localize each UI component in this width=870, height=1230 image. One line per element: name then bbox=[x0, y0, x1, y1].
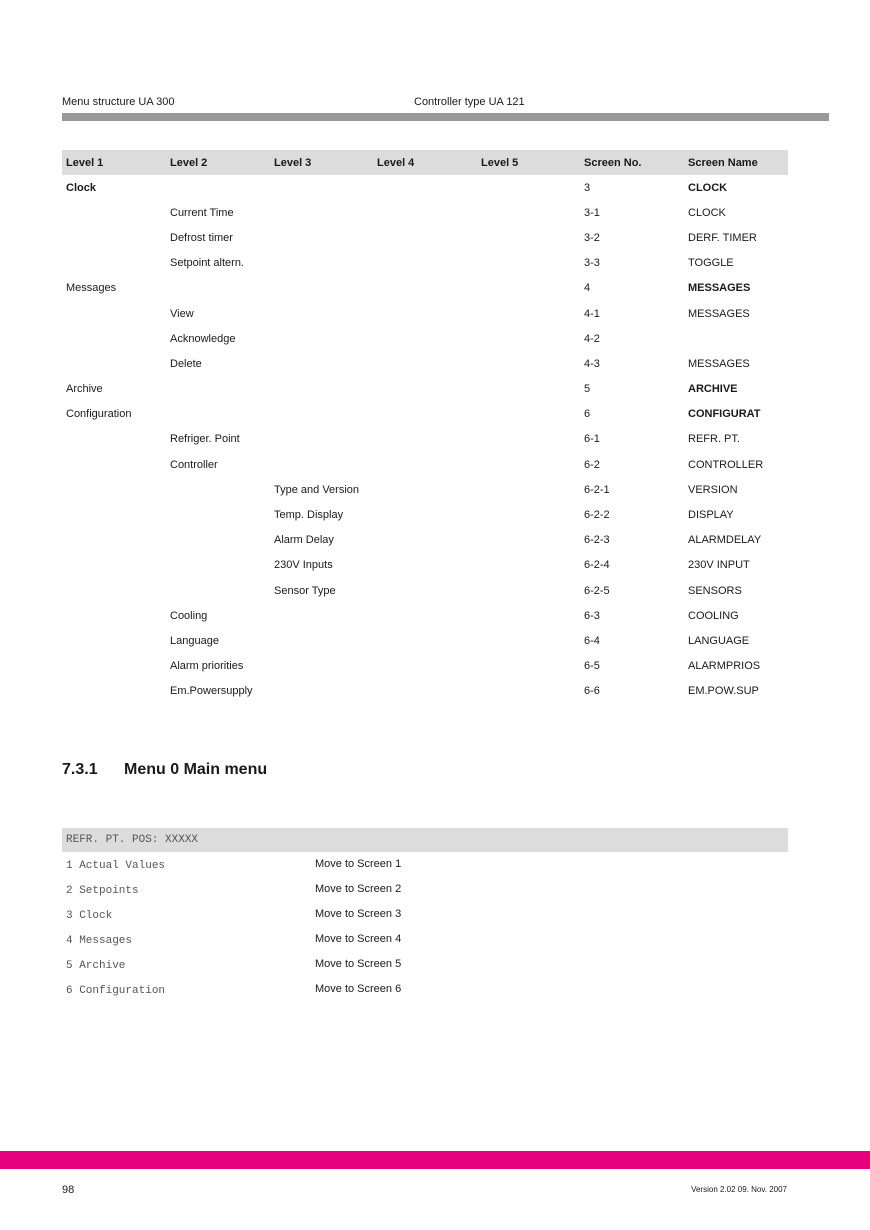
level-2-cell: Acknowledge bbox=[170, 332, 236, 345]
screen-menu-action: Move to Screen 1 bbox=[315, 858, 402, 870]
level-4-cell bbox=[373, 301, 477, 326]
table-row bbox=[62, 528, 788, 553]
level-4-cell bbox=[373, 377, 477, 402]
level-2-cell: Cooling bbox=[170, 609, 208, 622]
column-header-level-5: Level 5 bbox=[477, 150, 580, 175]
list-item bbox=[62, 928, 788, 953]
column-header-screen-name: Screen Name bbox=[684, 150, 788, 175]
screen-no-cell: 6-2 bbox=[584, 458, 600, 471]
level-3-cell bbox=[270, 175, 373, 200]
running-header-left: Menu structure UA 300 bbox=[62, 96, 175, 108]
screen-menu-item: 4 Messages bbox=[66, 935, 133, 947]
level-2-cell bbox=[166, 502, 270, 527]
level-1-cell bbox=[62, 679, 166, 704]
level-2-cell bbox=[166, 175, 270, 200]
level-1-cell bbox=[62, 502, 166, 527]
table-row bbox=[62, 402, 788, 427]
list-item bbox=[62, 903, 788, 928]
level-3-cell bbox=[270, 251, 373, 276]
level-3-cell bbox=[270, 679, 373, 704]
screen-no-cell: 4 bbox=[584, 282, 591, 295]
level-4-cell bbox=[373, 654, 477, 679]
level-5-cell bbox=[477, 427, 580, 452]
level-4-cell bbox=[373, 200, 477, 225]
level-5-cell bbox=[477, 276, 580, 301]
level-5-cell bbox=[477, 502, 580, 527]
level-4-cell bbox=[373, 603, 477, 628]
screen-name-cell: CLOCK bbox=[688, 206, 726, 219]
table-header-row bbox=[62, 150, 788, 175]
list-item bbox=[62, 878, 788, 903]
screen-name-cell: CONFIGURAT bbox=[688, 408, 761, 421]
level-1-cell: Messages bbox=[66, 282, 117, 295]
level-3-cell: Temp. Display bbox=[274, 509, 344, 522]
screen-name-cell: ALARMDELAY bbox=[688, 534, 762, 547]
level-1-cell bbox=[62, 225, 166, 250]
table-row bbox=[62, 628, 788, 653]
level-2-cell bbox=[166, 578, 270, 603]
screen-menu-action: Move to Screen 6 bbox=[315, 983, 402, 995]
level-5-cell bbox=[477, 225, 580, 250]
level-4-cell bbox=[373, 427, 477, 452]
screen-name-cell: DERF. TIMER bbox=[688, 231, 757, 244]
table-row bbox=[62, 679, 788, 704]
level-4-cell bbox=[373, 452, 477, 477]
level-1-cell bbox=[62, 452, 166, 477]
table-row bbox=[62, 351, 788, 376]
screen-name-cell: LANGUAGE bbox=[688, 634, 750, 647]
screen-menu-list bbox=[62, 853, 788, 1003]
level-4-cell bbox=[373, 251, 477, 276]
level-3-cell bbox=[270, 654, 373, 679]
screen-no-cell: 6-1 bbox=[584, 433, 600, 446]
menu-structure-table bbox=[62, 150, 788, 704]
level-5-cell bbox=[477, 351, 580, 376]
screen-no-cell: 6-2-3 bbox=[584, 534, 610, 547]
table-row bbox=[62, 553, 788, 578]
list-item bbox=[62, 953, 788, 978]
screen-name-cell: SENSORS bbox=[688, 584, 742, 597]
level-2-cell bbox=[166, 276, 270, 301]
screen-no-cell: 6-3 bbox=[584, 609, 600, 622]
screen-menu-item: 2 Setpoints bbox=[66, 885, 139, 897]
level-2-cell: Refriger. Point bbox=[170, 433, 240, 446]
level-3-cell bbox=[270, 276, 373, 301]
level-1-cell bbox=[62, 326, 166, 351]
level-5-cell bbox=[477, 654, 580, 679]
table-row bbox=[62, 225, 788, 250]
screen-name-cell: EM.POW.SUP bbox=[688, 685, 759, 698]
screen-no-cell: 6-2-4 bbox=[584, 559, 610, 572]
running-header-middle: Controller type UA 121 bbox=[414, 96, 525, 108]
level-4-cell bbox=[373, 502, 477, 527]
level-5-cell bbox=[477, 452, 580, 477]
level-1-cell bbox=[62, 628, 166, 653]
list-item bbox=[62, 978, 788, 1003]
table-row bbox=[62, 452, 788, 477]
level-4-cell bbox=[373, 477, 477, 502]
screen-no-cell: 3-3 bbox=[584, 257, 600, 270]
screen-name-cell bbox=[684, 326, 788, 351]
table-row bbox=[62, 654, 788, 679]
version-info: Version 2.02 09. Nov. 2007 bbox=[691, 1185, 787, 1194]
level-1-cell bbox=[62, 603, 166, 628]
screen-no-cell: 3-2 bbox=[584, 231, 600, 244]
screen-menu-item: 3 Clock bbox=[66, 910, 113, 922]
level-1-cell bbox=[62, 427, 166, 452]
screen-menu-item: 5 Archive bbox=[66, 960, 126, 972]
screen-no-cell: 6-2-1 bbox=[584, 483, 610, 496]
screen-name-cell: REFR. PT. bbox=[688, 433, 740, 446]
screen-no-cell: 4-2 bbox=[584, 332, 600, 345]
table-row bbox=[62, 427, 788, 452]
screen-name-cell: CONTROLLER bbox=[688, 458, 764, 471]
header-divider bbox=[62, 113, 829, 121]
level-5-cell bbox=[477, 251, 580, 276]
level-4-cell bbox=[373, 175, 477, 200]
level-2-cell bbox=[166, 402, 270, 427]
level-2-cell bbox=[166, 377, 270, 402]
level-4-cell bbox=[373, 553, 477, 578]
screen-menu-item: 6 Configuration bbox=[66, 985, 166, 997]
level-3-cell bbox=[270, 628, 373, 653]
level-2-cell: Current Time bbox=[170, 206, 234, 219]
table-row bbox=[62, 251, 788, 276]
level-3-cell bbox=[270, 351, 373, 376]
list-item bbox=[62, 853, 788, 878]
level-3-cell bbox=[270, 301, 373, 326]
level-3-cell bbox=[270, 377, 373, 402]
level-2-cell: View bbox=[170, 307, 194, 320]
level-2-cell: Setpoint altern. bbox=[170, 257, 244, 270]
table-row bbox=[62, 175, 788, 200]
screen-name-cell: TOGGLE bbox=[688, 257, 734, 270]
level-3-cell: 230V Inputs bbox=[274, 559, 333, 572]
level-4-cell bbox=[373, 628, 477, 653]
table-row bbox=[62, 326, 788, 351]
screen-name-cell: MESSAGES bbox=[688, 307, 750, 320]
page-number: 98 bbox=[62, 1184, 75, 1196]
table-body bbox=[62, 175, 788, 704]
level-3-cell: Type and Version bbox=[274, 483, 360, 496]
level-5-cell bbox=[477, 200, 580, 225]
screen-name-cell: VERSION bbox=[688, 483, 738, 496]
column-header-screen-no: Screen No. bbox=[580, 150, 684, 175]
screen-name-cell: CLOCK bbox=[688, 181, 728, 194]
level-5-cell bbox=[477, 175, 580, 200]
level-2-cell: Em.Powersupply bbox=[170, 685, 253, 698]
level-5-cell bbox=[477, 578, 580, 603]
level-3-cell bbox=[270, 225, 373, 250]
level-3-cell bbox=[270, 200, 373, 225]
level-4-cell bbox=[373, 225, 477, 250]
level-2-cell: Delete bbox=[170, 357, 202, 370]
screen-menu-action: Move to Screen 4 bbox=[315, 933, 402, 945]
table-row bbox=[62, 377, 788, 402]
level-1-cell bbox=[62, 351, 166, 376]
screen-name-cell: DISPLAY bbox=[688, 509, 734, 522]
level-2-cell bbox=[166, 477, 270, 502]
level-1-cell bbox=[62, 200, 166, 225]
level-5-cell bbox=[477, 301, 580, 326]
level-3-cell: Sensor Type bbox=[274, 584, 336, 597]
level-5-cell bbox=[477, 402, 580, 427]
level-3-cell bbox=[270, 402, 373, 427]
screen-no-cell: 4-1 bbox=[584, 307, 600, 320]
level-5-cell bbox=[477, 477, 580, 502]
screen-name-cell: COOLING bbox=[688, 609, 739, 622]
table-row bbox=[62, 578, 788, 603]
level-4-cell bbox=[373, 351, 477, 376]
level-2-cell: Defrost timer bbox=[170, 231, 233, 244]
level-5-cell bbox=[477, 679, 580, 704]
screen-name-cell: ARCHIVE bbox=[688, 383, 738, 396]
screen-header-bar: REFR. PT. POS: XXXXX bbox=[62, 828, 788, 852]
screen-no-cell: 4-3 bbox=[584, 357, 600, 370]
level-2-cell bbox=[166, 553, 270, 578]
level-5-cell bbox=[477, 528, 580, 553]
screen-menu-action: Move to Screen 2 bbox=[315, 883, 402, 895]
level-5-cell bbox=[477, 326, 580, 351]
screen-menu-action: Move to Screen 3 bbox=[315, 908, 402, 920]
level-1-cell bbox=[62, 477, 166, 502]
table-row bbox=[62, 276, 788, 301]
table-row bbox=[62, 200, 788, 225]
level-5-cell bbox=[477, 603, 580, 628]
table-row bbox=[62, 301, 788, 326]
level-4-cell bbox=[373, 326, 477, 351]
level-1-cell: Configuration bbox=[66, 408, 132, 421]
level-2-cell bbox=[166, 528, 270, 553]
level-2-cell: Alarm priorities bbox=[170, 660, 244, 673]
screen-menu-action: Move to Screen 5 bbox=[315, 958, 402, 970]
level-1-cell: Clock bbox=[66, 181, 96, 194]
level-5-cell bbox=[477, 377, 580, 402]
section-number: 7.3.1 bbox=[62, 761, 98, 778]
column-header-level-1: Level 1 bbox=[62, 150, 166, 175]
level-1-cell bbox=[62, 301, 166, 326]
level-3-cell bbox=[270, 452, 373, 477]
level-4-cell bbox=[373, 402, 477, 427]
screen-no-cell: 6-6 bbox=[584, 685, 600, 698]
screen-no-cell: 6 bbox=[584, 408, 591, 421]
level-4-cell bbox=[373, 679, 477, 704]
column-header-level-3: Level 3 bbox=[270, 150, 373, 175]
level-1-cell bbox=[62, 251, 166, 276]
level-1-cell bbox=[62, 528, 166, 553]
level-4-cell bbox=[373, 528, 477, 553]
table-row bbox=[62, 502, 788, 527]
screen-name-cell: 230V INPUT bbox=[688, 559, 750, 572]
level-1-cell bbox=[62, 654, 166, 679]
level-1-cell bbox=[62, 578, 166, 603]
screen-no-cell: 6-4 bbox=[584, 634, 600, 647]
screen-no-cell: 6-2-5 bbox=[584, 584, 610, 597]
column-header-level-4: Level 4 bbox=[373, 150, 477, 175]
level-2-cell: Controller bbox=[170, 458, 218, 471]
screen-no-cell: 6-2-2 bbox=[584, 509, 610, 522]
level-4-cell bbox=[373, 276, 477, 301]
screen-name-cell: ALARMPRIOS bbox=[688, 660, 761, 673]
level-3-cell bbox=[270, 603, 373, 628]
screen-no-cell: 5 bbox=[584, 383, 591, 396]
level-1-cell bbox=[62, 553, 166, 578]
table-row bbox=[62, 603, 788, 628]
footer-accent-bar bbox=[0, 1151, 870, 1169]
screen-no-cell: 6-5 bbox=[584, 660, 600, 673]
level-3-cell: Alarm Delay bbox=[274, 534, 334, 547]
screen-name-cell: MESSAGES bbox=[688, 357, 750, 370]
level-3-cell bbox=[270, 427, 373, 452]
level-5-cell bbox=[477, 628, 580, 653]
screen-no-cell: 3-1 bbox=[584, 206, 600, 219]
section-heading bbox=[62, 761, 267, 779]
level-4-cell bbox=[373, 578, 477, 603]
table-row bbox=[62, 477, 788, 502]
level-1-cell: Archive bbox=[66, 383, 103, 396]
column-header-level-2: Level 2 bbox=[166, 150, 270, 175]
screen-menu-item: 1 Actual Values bbox=[66, 860, 166, 872]
level-5-cell bbox=[477, 553, 580, 578]
section-title-text: Menu 0 Main menu bbox=[124, 761, 268, 778]
screen-no-cell: 3 bbox=[584, 181, 591, 194]
level-2-cell: Language bbox=[170, 634, 219, 647]
screen-name-cell: MESSAGES bbox=[688, 282, 751, 295]
level-3-cell bbox=[270, 326, 373, 351]
